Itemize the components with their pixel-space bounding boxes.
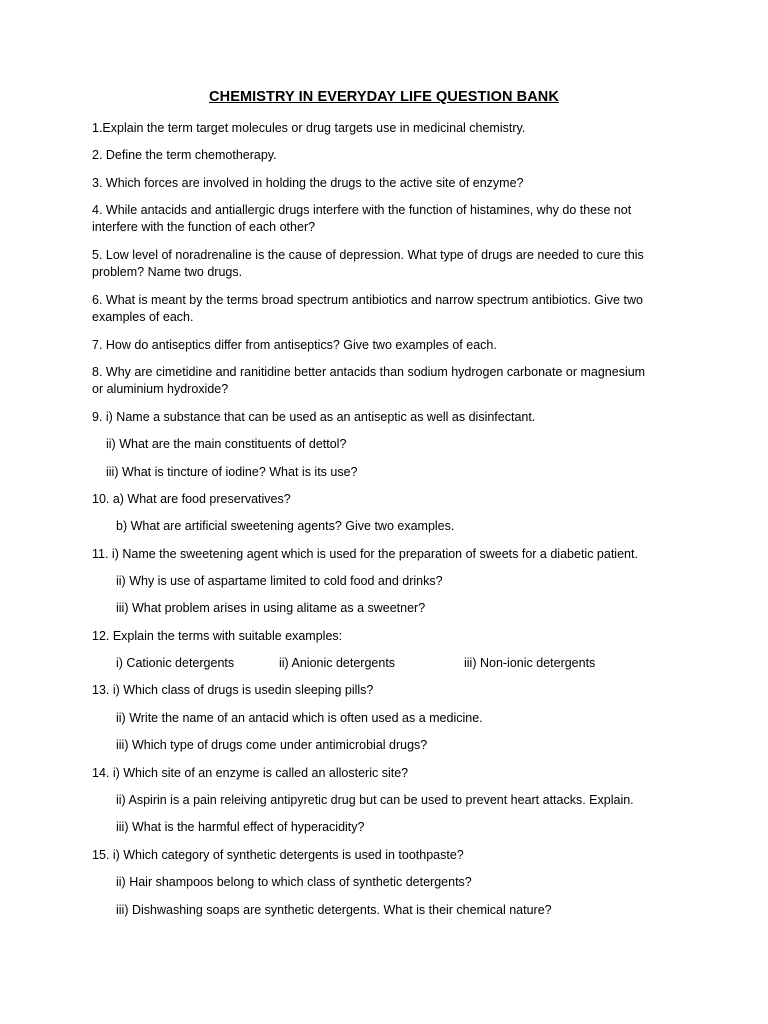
question-14-i: 14. i) Which site of an enzyme is called an allosteric site? [92,766,409,780]
question-6-line-1: 6. What is meant by the terms broad spectrum antibiotics and narrow spectrum antibiotics. Give two [92,293,643,307]
question-11-iii: iii) What problem arises in using alitame as a sweetner? [116,601,426,615]
question-12-option-1: i) Cationic detergents [116,656,235,670]
question-7: 7. How do antiseptics differ from antiseptics? Give two examples of each. [92,338,497,352]
question-12-option-2: ii) Anionic detergents [279,656,396,670]
question-15-iii: iii) Dishwashing soaps are synthetic detergents. What is their chemical nature? [116,903,552,917]
question-9-i: 9. i) Name a substance that can be used as an antiseptic as well as disinfectant. [92,410,536,424]
question-5-line-1: 5. Low level of noradrenaline is the cause of depression. What type of drugs are needed to cure this [92,248,644,262]
question-10-b: b) What are artificial sweetening agents? Give two examples. [116,519,455,533]
question-6-line-2: examples of each. [92,310,194,324]
question-4-line-1: 4. While antacids and antiallergic drugs interfere with the function of histamines, why do these not [92,203,632,217]
question-11-ii: ii) Why is use of aspartame limited to cold food and drinks? [116,574,443,588]
question-2: 2. Define the term chemotherapy. [92,148,277,162]
question-15-i: 15. i) Which category of synthetic detergents is used in toothpaste? [92,848,464,862]
question-13-iii: iii) Which type of drugs come under antimicrobial drugs? [116,738,428,752]
question-12-option-3: iii) Non-ionic detergents [464,656,596,670]
question-11-i: 11. i) Name the sweetening agent which is used for the preparation of sweets for a diabetic patient. [92,547,638,561]
question-3: 3. Which forces are involved in holding the drugs to the active site of enzyme? [92,176,524,190]
page-title: CHEMISTRY IN EVERYDAY LIFE QUESTION BANK [209,89,559,105]
question-14-iii: iii) What is the harmful effect of hyperacidity? [116,820,365,834]
question-13-i: 13. i) Which class of drugs is usedin sleeping pills? [92,683,374,697]
question-9-ii: ii) What are the main constituents of dettol? [106,437,347,451]
question-8-line-2: or aluminium hydroxide? [92,382,229,396]
question-14-ii: ii) Aspirin is a pain releiving antipyretic drug but can be used to prevent heart attacks. Explain. [116,793,634,807]
question-5-line-2: problem? Name two drugs. [92,265,243,279]
question-8-line-1: 8. Why are cimetidine and ranitidine better antacids than sodium hydrogen carbonate or magnesium [92,365,646,379]
question-12: 12. Explain the terms with suitable examples: [92,629,343,643]
question-4-line-2: interfere with the function of each other? [92,220,316,234]
question-10-a: 10. a) What are food preservatives? [92,492,291,506]
question-1: 1.Explain the term target molecules or drug targets use in medicinal chemistry. [92,121,526,135]
question-13-ii: ii) Write the name of an antacid which is often used as a medicine. [116,711,483,725]
question-9-iii: iii) What is tincture of iodine? What is its use? [106,465,358,479]
question-15-ii: ii) Hair shampoos belong to which class of synthetic detergents? [116,875,472,889]
